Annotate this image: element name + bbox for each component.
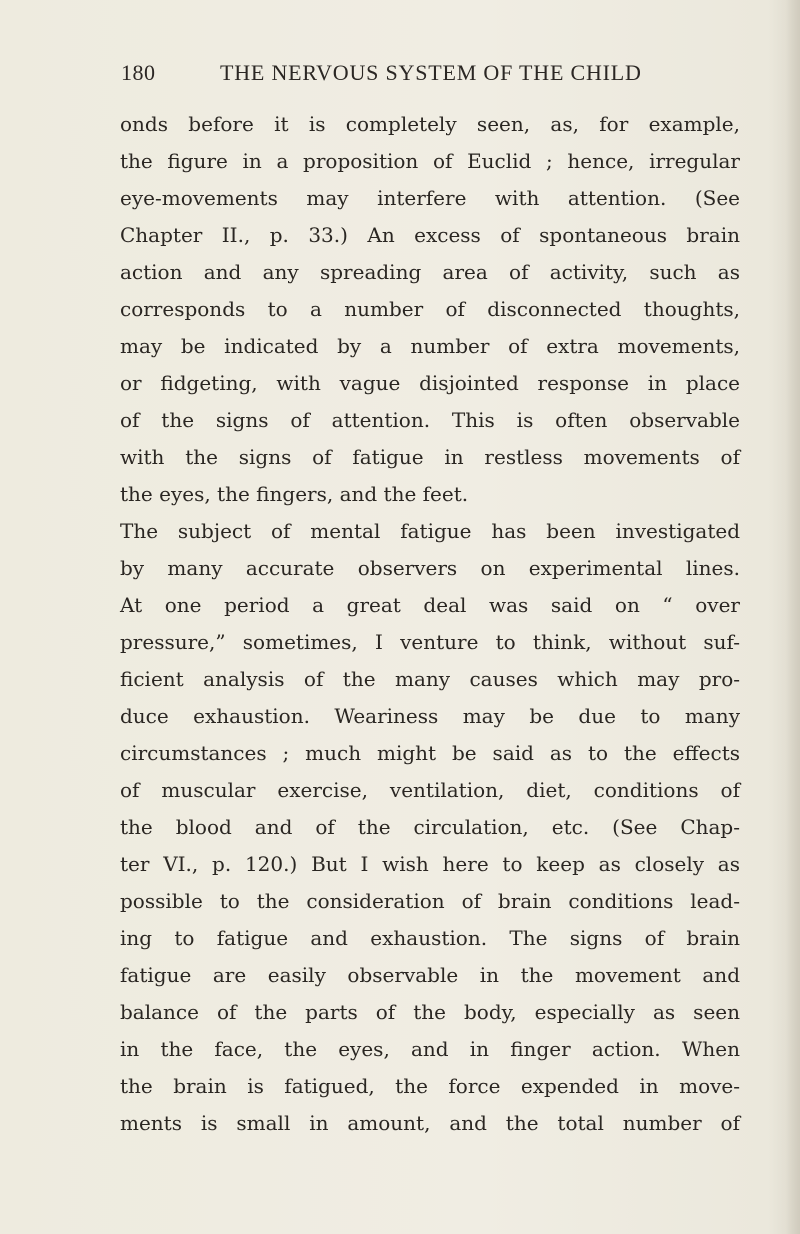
text-line: may be indicated by a number of extra movements, bbox=[120, 334, 740, 358]
text-line: by many accurate observers on experimental lines. bbox=[120, 556, 740, 580]
text-line: the blood and of the circulation, etc. (See Chap- bbox=[120, 815, 740, 839]
text-line: the figure in a proposition of Euclid ; hence, irregular bbox=[120, 149, 740, 173]
text-line: corresponds to a number of disconnected thoughts, bbox=[120, 297, 740, 321]
text-line: of the signs of attention. This is often observable bbox=[120, 408, 740, 432]
text-line: of muscular exercise, ventilation, diet, conditions of bbox=[120, 778, 740, 802]
text-line: or fidgeting, with vague disjointed response in place bbox=[120, 371, 740, 395]
text-line: pressure,” sometimes, I venture to think, without suf- bbox=[120, 630, 740, 654]
text-line: eye-movements may interfere with attention. (See bbox=[120, 186, 740, 210]
text-line: circumstances ; much might be said as to the effects bbox=[120, 741, 740, 765]
text-line-paragraph-start: The subject of mental fatigue has been investigated bbox=[120, 519, 740, 543]
text-line: duce exhaustion. Weariness may be due to many bbox=[120, 704, 740, 728]
text-line: At one period a great deal was said on “ over bbox=[120, 593, 740, 617]
text-line: in the face, the eyes, and in finger action. When bbox=[120, 1037, 740, 1061]
text-line-paragraph-end: the eyes, the fingers, and the feet. bbox=[120, 482, 469, 506]
page-edge-shadow bbox=[786, 0, 800, 1234]
running-head bbox=[121, 60, 681, 90]
text-line: ments is small in amount, and the total number of bbox=[120, 1111, 740, 1135]
text-line: possible to the consideration of brain conditions lead- bbox=[120, 889, 740, 913]
text-line: onds before it is completely seen, as, for example, bbox=[120, 112, 740, 136]
text-line: ficient analysis of the many causes which may pro- bbox=[120, 667, 740, 691]
text-line: Chapter II., p. 33.) An excess of spontaneous brain bbox=[120, 223, 740, 247]
body-text bbox=[120, 106, 740, 1142]
page-number: 180 bbox=[121, 60, 156, 85]
running-title: THE NERVOUS SYSTEM OF THE CHILD bbox=[220, 60, 642, 85]
text-line: ing to fatigue and exhaustion. The signs of brain bbox=[120, 926, 740, 950]
text-line: balance of the parts of the body, especially as seen bbox=[120, 1000, 740, 1024]
text-line: ter VI., p. 120.) But I wish here to keep as closely as bbox=[120, 852, 740, 876]
text-line: with the signs of fatigue in restless movements of bbox=[120, 445, 740, 469]
text-line: fatigue are easily observable in the movement and bbox=[120, 963, 740, 987]
text-line: action and any spreading area of activity, such as bbox=[120, 260, 740, 284]
text-line: the brain is fatigued, the force expended in move- bbox=[120, 1074, 740, 1098]
